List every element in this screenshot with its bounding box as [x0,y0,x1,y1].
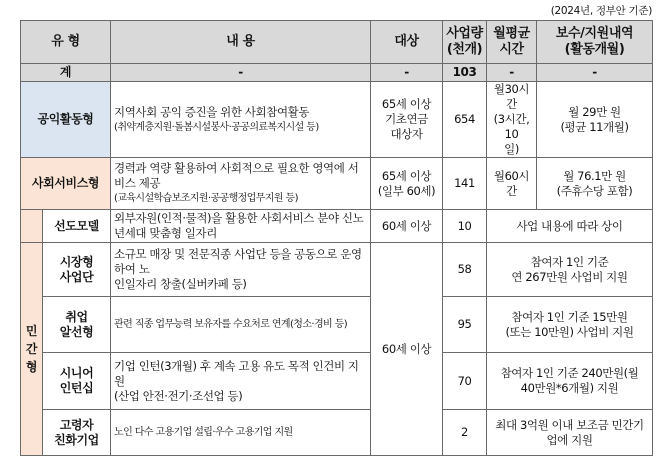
header-scale-line1: 사업량 [446,26,483,41]
type-placement-line2: 알선형 [59,324,94,339]
total-target: - [371,64,443,82]
type-friendly-line1: 고령자 [59,417,94,432]
pay-pilot: 사업 내용에 따라 상이 [487,210,653,243]
target-pilot: 60세 이상 [371,210,443,243]
target-public-line3: 대상자 [390,127,423,141]
pay-market-line2: 연 267만원 사업비 지원 [511,269,628,284]
scale-public: 654 [443,82,487,158]
type-intern-line2: 인턴십 [59,381,94,395]
scale-placement: 95 [443,297,487,353]
content-social-sub: (교육시설학습보조지원·공공행정업무지원 등) [114,193,298,204]
content-intern [111,353,371,410]
hours-social: 월60시간 [487,158,537,210]
total-label: 계 [21,64,111,82]
private-group-char3: 형 [25,360,38,374]
type-placement [43,297,111,353]
private-group-char1: 민 [25,324,38,338]
pay-social-line2: (주휴수당 포함) [556,183,633,198]
header-scale [443,21,487,64]
hours-public-line2: (3시간, 10 [493,112,530,141]
total-row [21,64,653,82]
target-private: 60세 이상 [371,243,443,456]
content-social [111,158,371,210]
header-pay-line1: 보수/지원내역 [555,26,634,41]
pay-public-line2: (평균 11개월) [560,119,629,134]
content-public-sub: (취약계층지원·돌봄시설봉사·공공의료복지시설 등) [114,121,319,133]
pay-market-line1: 참여자 1인 기준 [530,254,609,269]
header-hours [487,21,537,64]
target-social-line1: 65세 이상 [381,168,432,183]
type-placement-line1: 취업 [65,309,88,324]
target-social-line2: (일부 60세) [377,183,436,198]
type-public: 공익활동형 [21,82,111,158]
pay-intern-line2: 40만원*6개월) 지원 [520,381,619,395]
header-pay-line2: (활동개월) [564,42,625,57]
content-social-main2: 비스 제공 [114,176,161,190]
header-target: 대상 [371,21,443,64]
type-intern [43,353,111,410]
content-market [111,243,371,297]
row-public [21,82,653,158]
total-pay: - [537,64,653,82]
row-intern [21,353,653,410]
pilot-indent [21,210,43,243]
total-hours: - [487,64,537,82]
scale-social: 141 [443,158,487,210]
pay-placement [487,297,653,353]
row-social [21,158,653,210]
row-market [21,243,653,297]
pay-friendly [487,410,653,456]
header-hours-line1: 월평균 [493,26,530,41]
type-market [43,243,111,297]
content-pilot-line2: 년세대 맞춤형 일자리 [114,226,217,240]
row-friendly [21,410,653,456]
type-friendly-line2: 친화기업 [54,432,99,447]
content-placement: 관련 직종 업무능력 보유자를 수요처로 연계(청소·경비 등) [111,297,371,353]
header-scale-line2: (천개) [446,42,483,57]
content-intern-line2: (산업 안전·전기·조선업 등) [114,388,243,403]
pay-friendly-line2: 업에 지원 [546,432,593,447]
target-public-line2: 기초연금 [385,112,428,126]
total-scale: 103 [443,64,487,82]
total-content: - [111,64,371,82]
header-hours-line2: 시간 [499,42,524,57]
scale-pilot: 10 [443,210,487,243]
content-friendly: 노인 다수 고용기업 설립·우수 고용기업 지원 [111,410,371,456]
content-market-line1: 소규모 매장 및 전문직종 사업단 등을 공동으로 운영하여 노 [114,247,362,276]
table-caption: (2024년, 정부안 기준) [550,5,652,17]
pay-intern [487,353,653,410]
type-social: 사회서비스형 [21,158,111,210]
pay-placement-line1: 참여자 1인 기준 15만원 [511,309,628,324]
pay-public [537,82,653,158]
target-social [371,158,443,210]
type-pilot: 선도모델 [43,210,111,243]
type-intern-line1: 시니어 [59,366,94,380]
content-public-main: 지역사회 공익 증진을 위한 사회참여활동 [114,104,310,119]
target-public-line1: 65세 이상 [381,97,432,111]
pay-intern-line1: 참여자 1인 기준 240만원(월 [500,366,639,380]
target-public [371,82,443,158]
pay-public-line1: 월 29만 원 [568,104,621,119]
hours-public-line1: 월30시간 [493,82,530,111]
row-pilot [21,210,653,243]
pay-social-line1: 월 76.1만 원 [563,168,626,183]
scale-market: 58 [443,243,487,297]
content-intern-line1: 기업 인턴(3개월) 후 계속 고용 유도 목적 인건비 지원 [114,358,359,388]
type-friendly [43,410,111,456]
content-pilot-line1: 외부자원(인적·물적)을 활용한 사회서비스 분야 신노 [114,211,364,225]
content-market-line2: 인일자리 창출(실버카페 등) [114,277,247,291]
content-public [111,82,371,158]
type-private-group [21,243,43,456]
pay-placement-line2: (또는 10만원) 사업비 지원 [505,324,634,339]
row-placement [21,297,653,353]
header-type: 유 형 [21,21,111,64]
hours-public-line3: 일) [504,142,519,156]
pay-market [487,243,653,297]
type-market-line1: 시장형 [59,254,94,269]
content-pilot [111,210,371,243]
header-content: 내 용 [111,21,371,64]
header-pay [537,21,653,64]
private-group-char2: 간 [25,342,38,356]
scale-intern: 70 [443,353,487,410]
hours-public [487,82,537,158]
senior-job-table [20,20,653,456]
pay-friendly-line1: 최대 3억원 이내 보조금 민간기 [495,417,644,432]
header-row [21,21,653,64]
content-social-main1: 경력과 역량 활용하여 사회적으로 필요한 영역에 서 [114,161,359,175]
pay-social [537,158,653,210]
type-market-line2: 사업단 [59,269,94,284]
scale-friendly: 2 [443,410,487,456]
